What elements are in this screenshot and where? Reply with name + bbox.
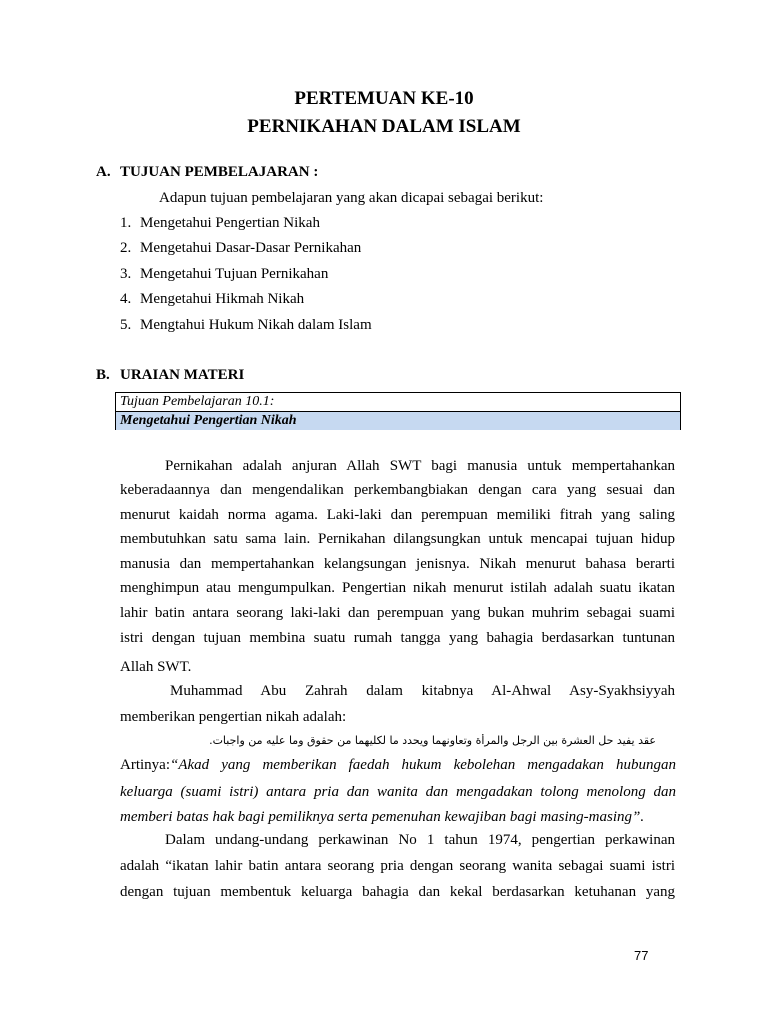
list-item-number: 1. — [120, 215, 132, 231]
list-item-number: 2. — [120, 240, 132, 256]
paragraph-line: lahir batin antara seorang laki-laki dan perempuan yang bukan muhrim sebagai suami — [120, 605, 675, 621]
page-title-line1: PERTEMUAN KE-10 — [294, 88, 474, 109]
list-item: Mengetahui Tujuan Pernikahan — [140, 266, 329, 282]
paragraph-line: istri dengan tujuan membina suatu rumah tangga yang bahagia berdasarkan tuntunan — [120, 630, 675, 646]
objective-title: Mengetahui Pengertian Nikah — [116, 412, 680, 430]
paragraph-line: dengan tujuan membentuk keluarga bahagia dan kekal berdasarkan ketuhanan yang — [120, 884, 675, 900]
translation-line: memberi batas hak bagi pemiliknya serta pemenuhan kewajiban bagi masing-masing”. — [120, 809, 645, 825]
translation-line: keluarga (suami istri) antara pria dan wanita dan mengadakan tolong menolong dan — [120, 784, 676, 800]
section-a-heading: TUJUAN PEMBELAJARAN : — [120, 164, 319, 180]
section-a-marker: A. — [96, 164, 111, 180]
list-item: Mengetahui Pengertian Nikah — [140, 215, 320, 231]
translation-text: “Akad yang memberikan faedah hukum kebolehan mengadakan hubungan — [170, 757, 676, 773]
list-item-number: 4. — [120, 291, 132, 307]
learning-objective-box — [115, 392, 681, 430]
translation-first-line — [120, 757, 676, 774]
page-number: 77 — [634, 948, 649, 963]
list-item: Mengetahui Dasar-Dasar Pernikahan — [140, 240, 362, 256]
arabic-definition: عقد يفيد حل العشرة بين الرجل والمرأة وتعاونهما ويحدد ما لكليهما من حقوق وما عليه من واجبات. — [209, 734, 656, 747]
objective-label: Tujuan Pembelajaran 10.1: — [116, 393, 680, 412]
list-item: Mengetahui Hikmah Nikah — [140, 291, 305, 307]
paragraph-line: menghimpun atau mengumpulkan. Pengertian nikah menurut istilah adalah suatu ikatan — [120, 580, 675, 596]
paragraph-line: Dalam undang-undang perkawinan No 1 tahun 1974, pengertian perkawinan — [165, 832, 675, 848]
paragraph-line: Pernikahan adalah anjuran Allah SWT bagi manusia untuk mempertahankan — [165, 458, 675, 474]
paragraph-line: adalah “ikatan lahir batin antara seorang pria dengan seorang wanita sebagai suami istri — [120, 858, 675, 874]
paragraph-line: menurut kaidah norma agama. Laki-laki dan perempuan memiliki fitrah yang saling — [120, 507, 675, 523]
translation-prefix: Artinya: — [120, 757, 170, 773]
paragraph-line: membutuhkan satu sama lain. Pernikahan dilangsungkan untuk mencapai tujuan hidup — [120, 531, 675, 547]
list-item: Mengtahui Hukum Nikah dalam Islam — [140, 317, 372, 333]
paragraph-line: keberadaannya dan mengendalikan perkembangbiakan dengan cara yang sesuai dan — [120, 482, 675, 498]
paragraph-line: Muhammad Abu Zahrah dalam kitabnya Al-Ahwal Asy-Syakhsiyyah — [170, 683, 675, 699]
section-b-marker: B. — [96, 367, 110, 383]
paragraph-line: Allah SWT. — [120, 659, 192, 675]
paragraph-line: memberikan pengertian nikah adalah: — [120, 709, 347, 725]
paragraph-line: manusia dan mempertahankan kelangsungan jenisnya. Nikah menurut bahasa berarti — [120, 556, 675, 572]
section-a-intro: Adapun tujuan pembelajaran yang akan dicapai sebagai berikut: — [159, 190, 544, 206]
page-title-line2: PERNIKAHAN DALAM ISLAM — [247, 116, 521, 137]
section-b-heading: URAIAN MATERI — [120, 367, 245, 383]
list-item-number: 3. — [120, 266, 132, 282]
list-item-number: 5. — [120, 317, 132, 333]
